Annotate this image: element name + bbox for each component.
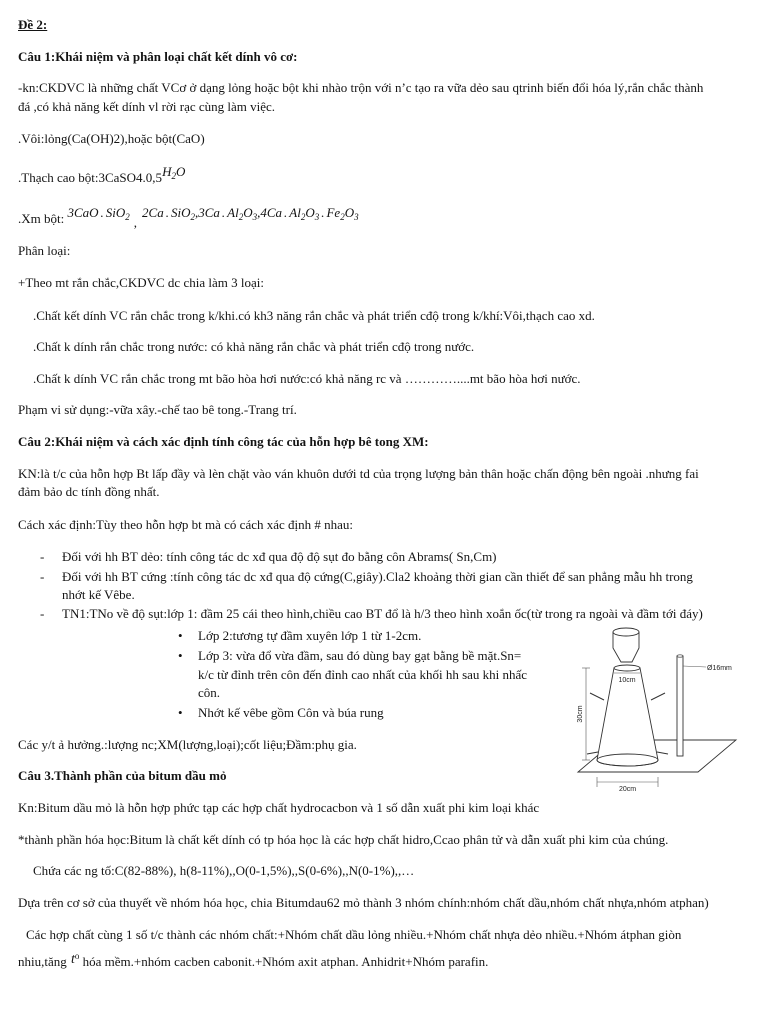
sub-bullet-text: Lớp 3: vừa đổ vừa đầm, sau đó dùng bay gạt bằng bề mặt.Sn= <box>198 648 522 663</box>
rod-leader-line <box>683 666 706 667</box>
formula-italic: Fe <box>326 205 341 220</box>
bullet-marker: - <box>40 569 45 584</box>
classification-item: .Chất k dính VC rắn chắc trong mt bão hòa hơi nước:có khả năng rc và …………....mt bão hòa hơi nước. <box>33 371 581 386</box>
question-1-definition-line: đá ,có khả năng kết dính vl rời rạc cùng làm việc. <box>18 99 276 114</box>
cement-formula-1 <box>67 205 129 220</box>
tamping-rod <box>677 656 683 756</box>
sub-bullet-text: k/c từ đỉnh trên côn đến đỉnh cao nhất của khối hh sau khi nhấc <box>198 667 528 682</box>
rod-diameter-label: Ø16mm <box>707 665 732 672</box>
cone-foot-right <box>657 752 668 754</box>
bullet-text: Đối với hh BT dẻo: tính công tác dc xđ qua độ độ sụt đo bằng côn Abrams( Sn,Cm) <box>62 549 497 564</box>
formula-subscript: 2 <box>300 212 306 222</box>
influencing-factors: Các y/t ả hưởng.:lượng nc;XM(lượng,loại);cốt liệu;Đầm:phụ gia. <box>18 737 357 752</box>
method-intro: Cách xác định:Tùy theo hỗn hợp bt mà có cách xác định # nhau: <box>18 517 354 532</box>
formula-italic: O <box>175 164 186 179</box>
chemical-composition: *thành phần hóa học:Bitum là chất kết dính có tp hóa học là các hợp chất hidro,Ccao phân tử và dẫn xuất phi kim của chúng. <box>18 832 669 847</box>
formula-subscript: 2 <box>238 212 244 222</box>
slump-cone-figure <box>570 620 750 805</box>
funnel-rim <box>613 628 639 636</box>
formula-dot: . <box>165 205 169 220</box>
sub-bullet-text: Nhớt kế vêbe gồm Côn và búa rung <box>198 705 384 720</box>
formula-dot: . <box>284 205 288 220</box>
classification-item: .Chất k dính rắn chắc trong nước: có khả năng rắn chắc và phát triển cđộ trong nước. <box>33 339 475 354</box>
cement-text: .Xm bột: <box>18 211 65 226</box>
question-3-heading: Câu 3.Thành phần của bitum dầu mỏ <box>18 768 227 783</box>
formula-italic: O <box>243 205 253 220</box>
formula-dot: . <box>221 205 226 220</box>
formula-superscript: o <box>74 951 80 961</box>
cone-foot-left <box>587 752 598 754</box>
formula-dot: . <box>100 205 104 220</box>
formula-italic: 3CaO <box>67 205 99 220</box>
groups-line <box>18 951 489 971</box>
question-2-heading: Câu 2:Khái niệm và cách xác định tính công tác của hỗn hợp bê tong XM: <box>18 434 429 449</box>
formula-italic: ,4Ca <box>257 205 283 220</box>
bullet-marker: - <box>40 549 45 564</box>
gypsum-line <box>18 164 186 187</box>
formula-italic: SiO <box>105 205 126 220</box>
classification-intro: +Theo mt rắn chắc,CKDVC dc chia làm 3 loại: <box>18 275 264 290</box>
formula-subscript: 3 <box>314 212 320 222</box>
formula-subscript: 3 <box>354 212 359 222</box>
inline-text: nhiu,tăng <box>18 954 70 969</box>
question-3-definition: Kn:Bitum dầu mỏ là hỗn hợp phức tạp các hợp chất hydrocacbon và 1 số dẫn xuất phi kim loại khác <box>18 800 540 815</box>
element-percentages: Chứa các ng tố:C(82-88%), h(8-11%),,O(0-1,5%),,S(0-6%),,N(0-1%),,… <box>33 863 415 878</box>
lime-line: .Vôi:lỏng(Ca(OH)2),hoặc bột(CaO) <box>18 131 205 146</box>
formula-subscript: 2 <box>340 212 345 222</box>
groups-basis: Dựa trên cơ sở của thuyết về nhóm hóa học, chia Bitumdau62 mỏ thành 3 nhóm chính:nhóm chất dầu,nhóm chất nhựa,nhóm atphan) <box>18 895 709 910</box>
cement-line <box>18 205 359 230</box>
formula-subscript: 3 <box>252 212 258 222</box>
cone-top-ellipse <box>614 665 640 671</box>
sub-bullet-marker: • <box>178 648 183 663</box>
formula-italic: O <box>344 205 355 220</box>
formula-italic: 2Ca <box>142 205 164 220</box>
usage-scope: Phạm vi sử dụng:-vữa xây.-chế tao bê tong.-Trang trí. <box>18 402 297 417</box>
top-diameter-label: 10cm <box>618 677 636 684</box>
water-formula <box>162 164 185 179</box>
height-label: 30cm <box>577 705 584 723</box>
formula-subscript: 2 <box>125 212 130 222</box>
formula-italic: Al <box>289 205 301 220</box>
sub-bullet-text: Lớp 2:tương tự đầm xuyên lớp 1 từ 1-2cm. <box>198 628 422 643</box>
cement-formula-2 <box>142 205 359 220</box>
cone-handle-left <box>590 693 604 700</box>
formula-subscript: 2 <box>171 171 176 181</box>
bullet-text: Đối với hh BT cứng :tính công tác dc xđ qua độ cứng(C,giây).Cla2 khoảng thời gian cần thiết để san phẳng mẫu hh trong <box>62 569 693 584</box>
groups-line: Các hợp chất cùng 1 số t/c thành các nhóm chất:+Nhóm chất dầu lỏng nhiều.+Nhóm chất nhựa dẻo nhiều.+Nhóm átphan giòn <box>26 927 682 942</box>
bullet-marker: - <box>40 606 45 621</box>
rod-top <box>677 655 683 657</box>
sub-bullet-marker: • <box>178 705 183 720</box>
formula-italic: t <box>71 952 75 967</box>
formula-italic: SiO <box>170 205 191 220</box>
formula-italic: O <box>305 205 315 220</box>
classification-label: Phân loại: <box>18 243 71 258</box>
gypsum-text: .Thạch cao bột:3CaSO4.0,5 <box>18 170 163 185</box>
question-2-definition-line: KN:là t/c của hỗn hợp Bt lấp đầy và lèn chặt vào ván khuôn dưới td của trọng lượng bản thân hoặc chấn động bên ngoài .nhưng fai <box>18 466 699 481</box>
formula-italic: ,3Ca <box>194 205 220 220</box>
bullet-text: nhớt kế Vêbe. <box>62 587 135 602</box>
cone-handle-right <box>651 693 665 700</box>
formula-italic: H <box>162 164 172 179</box>
bottom-diameter-label: 20cm <box>618 786 637 793</box>
funnel <box>613 632 639 662</box>
formula-subscript: 2 <box>190 212 195 222</box>
question-2-definition-line: đảm bảo dc tính đồng nhất. <box>18 484 160 499</box>
inline-text: hóa mềm.+nhóm cacben cabonit.+Nhóm axit atphan. Anhidrit+Nhóm parafin. <box>79 954 489 969</box>
bullet-text: TN1:TNo về độ sụt:lớp 1: đầm 25 cái theo hình,chiều cao BT đổ là h/3 theo hình xoắn ốc(từ trong ra ngoài và đầm tới đáy) <box>62 606 703 621</box>
sub-bullet-marker: • <box>178 628 183 643</box>
formula-separator: , <box>133 215 138 230</box>
question-1-heading: Câu 1:Khái niệm và phân loại chất kết dính vô cơ: <box>18 49 298 64</box>
question-1-definition-line: -kn:CKDVC là những chất VCơ ở dạng lỏng hoặc bột khi nhào trộn với n’c tạo ra vữa dẻo sau qtrinh biến đổi hóa lý,rắn chắc thành <box>18 80 704 95</box>
sub-bullet-text: côn. <box>198 685 221 700</box>
classification-item: .Chất kết dính VC rắn chắc trong k/khi.có kh3 năng rắn chắc và phát triển cđộ trong k/khí:Vôi,thạch cao xd. <box>33 308 595 323</box>
formula-italic: Al <box>227 205 239 220</box>
document-title: Đề 2: <box>18 17 48 32</box>
formula-dot: . <box>321 205 325 220</box>
